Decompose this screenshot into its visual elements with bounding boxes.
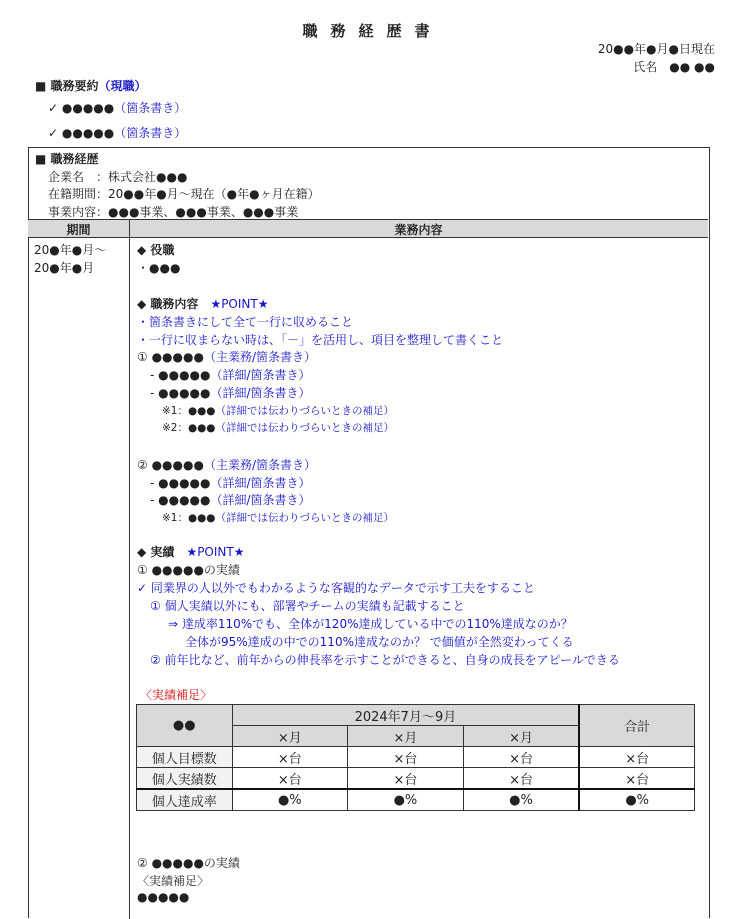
table-cell: ×台 — [348, 768, 464, 790]
summary-heading-label: ■ 職務要約 — [35, 79, 99, 93]
duty-detail-note: （詳細/箇条書き） — [210, 386, 311, 400]
table-cell: ×台 — [463, 747, 579, 768]
results-point: ★POINT★ — [186, 545, 245, 559]
table-total-header: 合計 — [579, 705, 694, 747]
role-value: ・●●● — [137, 261, 181, 275]
history-table-header — [28, 219, 708, 238]
summary-item-text: ●●●●● — [61, 126, 115, 140]
duties-point: ★POINT★ — [210, 297, 269, 311]
row-label: 個人目標数 — [137, 747, 233, 768]
results-supplement-label: 〈実績補足〉 — [140, 688, 213, 702]
duty-note — [162, 403, 394, 418]
table-month-header: ×月 — [463, 726, 579, 747]
duty-detail-note: （詳細/箇条書き） — [210, 493, 311, 507]
table-cell: ×台 — [463, 768, 579, 790]
column-divider — [129, 219, 130, 919]
duty-note-text: （詳細では伝わりづらいときの補足） — [215, 512, 394, 524]
duty-note-label: ※1：●●● — [162, 512, 216, 524]
table-cell: ×台 — [579, 747, 694, 768]
table-cell: ●% — [579, 789, 694, 811]
table-row — [137, 747, 695, 768]
duty-detail-label: - ●●●●● — [150, 493, 211, 507]
table-cell: ●% — [348, 789, 464, 811]
results-supplement-2-label: 〈実績補足〉 — [137, 874, 210, 888]
duty-note — [162, 420, 394, 435]
summary-item-note: （箇条書き） — [114, 126, 187, 140]
results-tip: ⇒ 達成率110%でも、全体が120%達成している中での110%達成なのか？ — [168, 617, 573, 631]
check-icon: ✓ — [48, 101, 59, 115]
table-row — [137, 789, 695, 811]
row-label: 個人達成率 — [137, 789, 233, 811]
duties-heading-label: ◆ 職務内容 — [137, 297, 199, 311]
achievement-table — [136, 704, 695, 811]
duty-detail-note: （詳細/箇条書き） — [210, 368, 311, 382]
main-duty-1-label: ① ●●●●● — [137, 350, 204, 364]
summary-item-note: （箇条書き） — [114, 101, 187, 115]
table-cell: ●% — [463, 789, 579, 811]
duties-tip: ・箇条書きにして全て一行に収めること — [137, 315, 354, 329]
table-month-header: ×月 — [348, 726, 464, 747]
document-title: 職務経歴書 — [302, 22, 443, 40]
duty-detail — [150, 474, 311, 491]
table-period-header: 2024年7月～9月 — [232, 705, 579, 726]
table-month-header: ×月 — [232, 726, 348, 747]
company-name: 企業名 ：株式会社●●● — [48, 170, 188, 184]
duty-detail-label: - ●●●●● — [150, 386, 211, 400]
duties-tip: ・一行に収まらない時は、「－」を活用し、項目を整理して書くこと — [137, 333, 504, 347]
duty-note-label: ※2：●●● — [162, 422, 216, 434]
main-duty-2-note: （主業務/箇条書き） — [203, 458, 316, 472]
table-cell: ×台 — [579, 768, 694, 790]
main-duty-1-note: （主業務/箇条書き） — [203, 350, 316, 364]
col-period-header: 期間 — [66, 223, 91, 237]
duty-detail-note: （詳細/箇条書き） — [210, 476, 311, 490]
duty-detail — [150, 366, 311, 383]
employment-period: 在籍期間：20●●年●月～現在（●年●ヶ月在籍） — [48, 187, 320, 201]
summary-item-text: ●●●●● — [61, 101, 115, 115]
row-label: 個人実績数 — [137, 768, 233, 790]
col-work-header: 業務内容 — [394, 223, 443, 237]
table-cell: ×台 — [232, 768, 348, 790]
summary-heading — [35, 77, 147, 94]
period-from: 20●年●月～ — [34, 243, 107, 257]
results-heading — [137, 543, 244, 560]
table-cell: ×台 — [232, 747, 348, 768]
results-heading-label: ◆ 実績 — [137, 545, 175, 559]
duties-heading — [137, 295, 268, 312]
results-tip: ② 前年比など、前年からの伸長率を示すことができると、自身の成長をアピールできる — [150, 653, 620, 667]
summary-item — [48, 124, 186, 141]
results-tip: 全体が95%達成の中での110%達成なのか？ で価値が全然変わってくる — [185, 635, 574, 649]
result-item-2: ② ●●●●●の実績 — [137, 856, 240, 870]
duty-note-text: （詳細では伝わりづらいときの補足） — [215, 405, 394, 417]
duty-note-text: （詳細では伝わりづらいときの補足） — [215, 422, 394, 434]
duty-detail-label: - ●●●●● — [150, 368, 211, 382]
table-row — [137, 768, 695, 790]
table-corner: ●● — [137, 705, 233, 747]
results-tip: ✓ 同業界の人以外でもわかるような客観的なデータで示す工夫をすること — [137, 581, 535, 595]
result-item-1: ① ●●●●●の実績 — [137, 563, 240, 577]
period-to: 20●年●月 — [34, 261, 95, 275]
check-icon: ✓ — [48, 126, 59, 140]
duty-detail — [150, 384, 311, 401]
table-cell: ●% — [232, 789, 348, 811]
duty-note — [162, 510, 394, 525]
results-tip: ① 個人実績以外にも、部署やチームの実績も記載すること — [150, 599, 465, 613]
duty-note-label: ※1：●●● — [162, 405, 216, 417]
duty-detail-label: - ●●●●● — [150, 476, 211, 490]
main-duty-2-label: ② ●●●●● — [137, 458, 204, 472]
summary-heading-note: （現職） — [98, 79, 147, 93]
main-duty-1 — [137, 348, 316, 365]
business-description: 事業内容：●●●事業、●●●事業、●●●事業 — [48, 205, 299, 219]
result-item-2-value: ●●●●● — [137, 890, 190, 904]
name-line: 氏名 ●● ●● — [633, 60, 715, 74]
table-cell: ×台 — [348, 747, 464, 768]
main-duty-2 — [137, 456, 316, 473]
summary-item — [48, 99, 186, 116]
history-heading: ■ 職務経歴 — [35, 152, 99, 166]
duty-detail — [150, 491, 311, 508]
role-heading: ◆ 役職 — [137, 243, 175, 257]
date-line: 20●●年●月●日現在 — [597, 42, 715, 56]
